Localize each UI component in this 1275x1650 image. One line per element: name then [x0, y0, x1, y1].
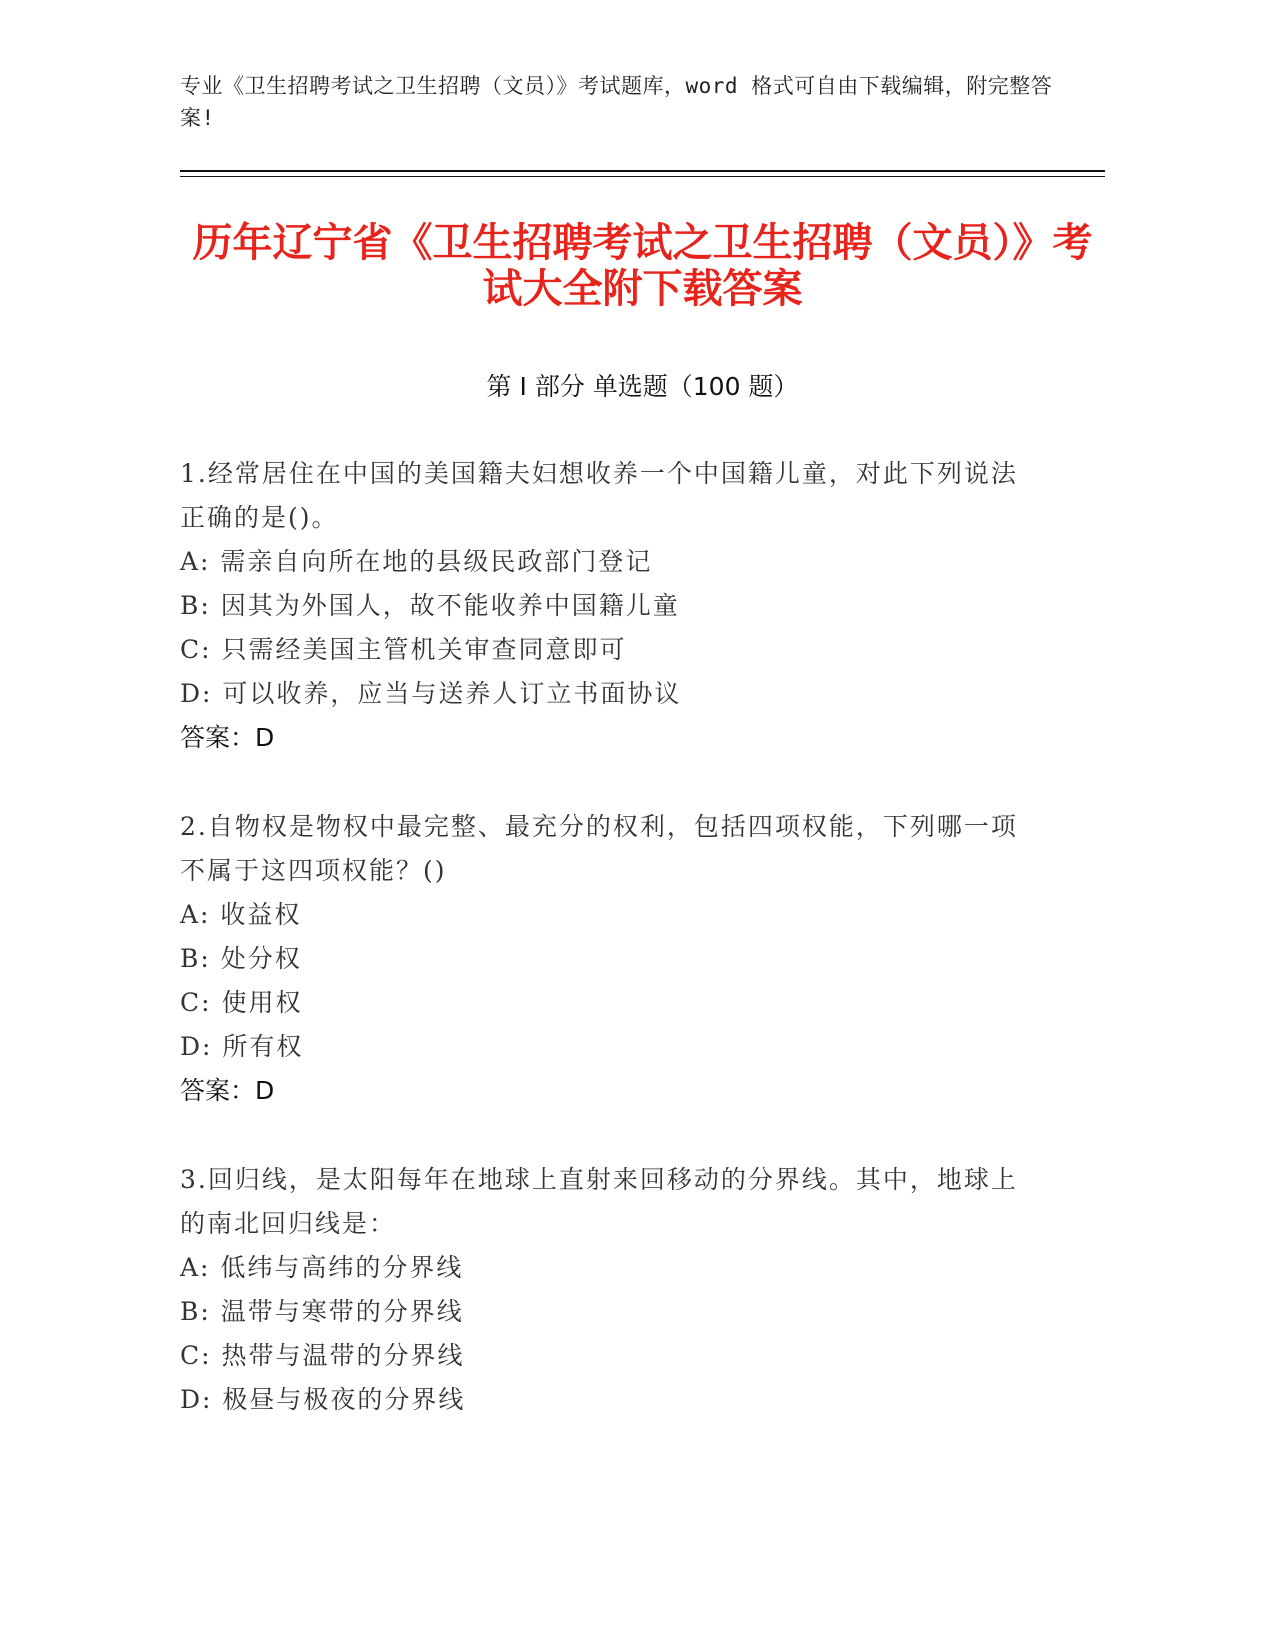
option-a: A: 低纬与高纬的分界线 — [180, 1253, 464, 1282]
option-a: A: 需亲自向所在地的县级民政部门登记 — [180, 547, 653, 576]
question-stem: 2.自物权是物权中最完整、最充分的权利，包括四项权能，下列哪一项不属于这四项权能？() — [180, 812, 1018, 885]
header-rule-thin — [180, 176, 1105, 177]
option-d: D: 可以收养，应当与送养人订立书面协议 — [180, 679, 682, 708]
document-title: 历年辽宁省《卫生招聘考试之卫生招聘（文员）》考试大全附下载答案 — [192, 220, 1093, 312]
header-note: 专业《卫生招聘考试之卫生招聘（文员）》考试题库，word 格式可自由下载编辑，附完整答案! — [180, 74, 1053, 130]
section-heading: 第 I 部分 单选题（100 题） — [486, 372, 799, 401]
option-c: C: 热带与温带的分界线 — [180, 1341, 465, 1370]
option-b: B: 因其为外国人，故不能收养中国籍儿童 — [180, 591, 680, 620]
question-2 — [180, 805, 1040, 1113]
question-list — [180, 452, 1040, 1467]
question-stem: 3.回归线，是太阳每年在地球上直射来回移动的分界线。其中，地球上的南北回归线是： — [180, 1165, 1018, 1238]
option-c: C: 只需经美国主管机关审查同意即可 — [180, 635, 627, 664]
option-b: B: 处分权 — [180, 944, 302, 973]
question-3 — [180, 1158, 1040, 1422]
question-1 — [180, 452, 1040, 760]
answer: 答案：D — [180, 723, 275, 752]
option-d: D: 极昼与极夜的分界线 — [180, 1385, 466, 1414]
question-stem: 1.经常居住在中国的美国籍夫妇想收养一个中国籍儿童，对此下列说法正确的是()。 — [180, 459, 1018, 532]
option-c: C: 使用权 — [180, 988, 303, 1017]
option-a: A: 收益权 — [180, 900, 302, 929]
answer: 答案：D — [180, 1076, 275, 1105]
header-rule-thick — [180, 170, 1105, 172]
option-d: D: 所有权 — [180, 1032, 304, 1061]
option-b: B: 温带与寒带的分界线 — [180, 1297, 464, 1326]
